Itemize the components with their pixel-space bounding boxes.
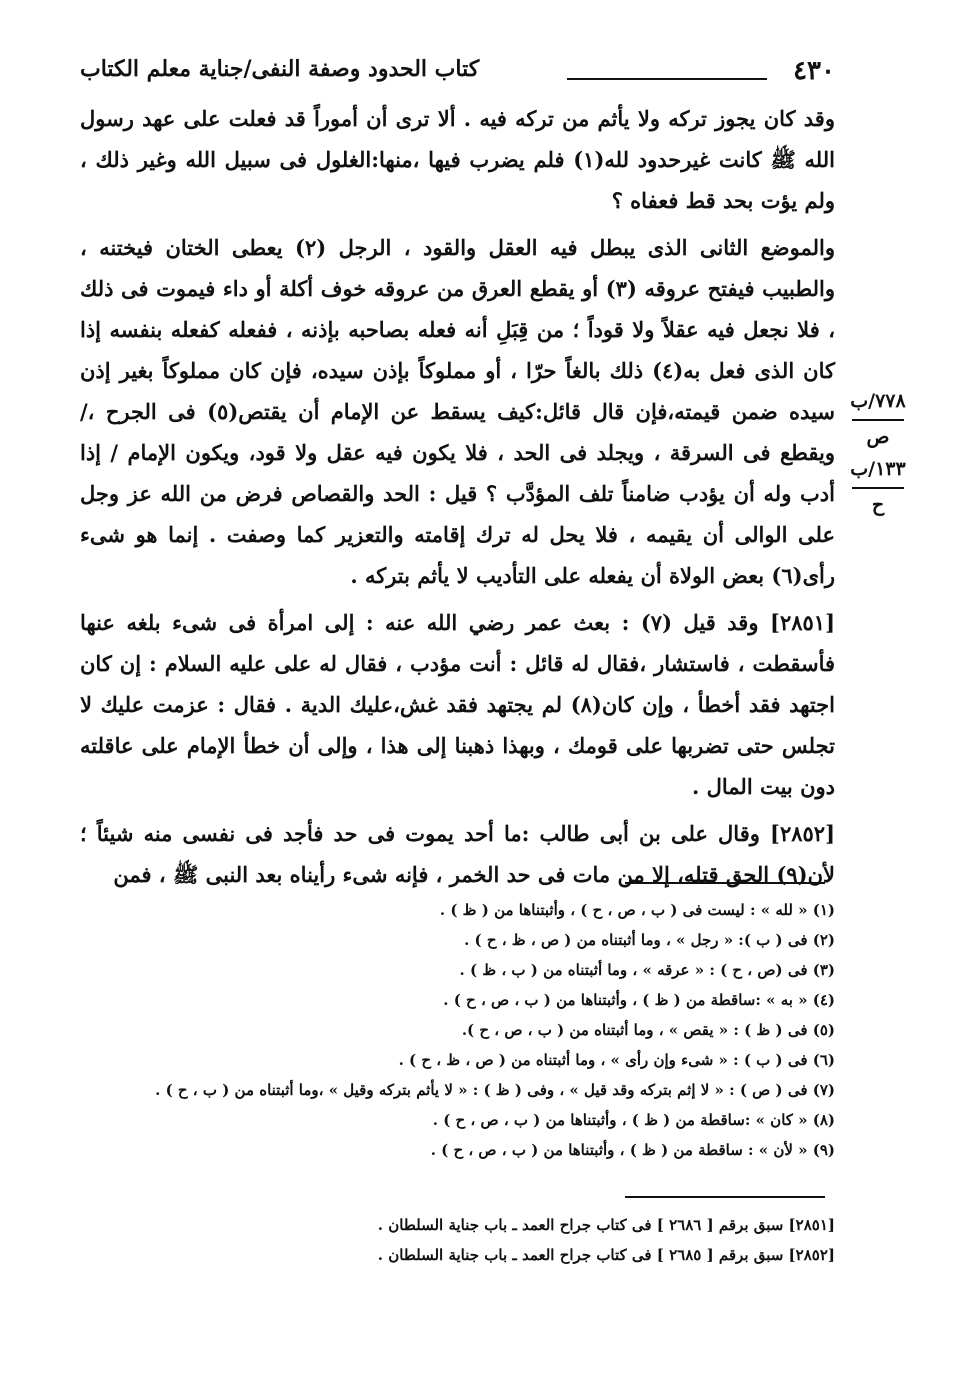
margin-siglum-sad: ص bbox=[866, 426, 890, 448]
header-rule bbox=[567, 78, 767, 80]
manuscript-margin-note bbox=[843, 385, 913, 521]
margin-folio-133: ١٣٣/ب bbox=[850, 458, 906, 480]
margin-folio-b: ٧٧٨/ب bbox=[850, 390, 906, 412]
footnote: (٤) « به » :ساقطة من ( ظ ) ، وأثبتناها من ( ب ، ص ، ح ) . bbox=[443, 991, 835, 1009]
cross-reference: [٢٨٥٢] سبق برقم [ ٢٦٨٥ ] فى كتاب جراح العمد ـ باب جناية السلطان . bbox=[377, 1246, 835, 1264]
footnote: (٢) فى ( ب ): « رجل » ، وما أثبتناه من ( ص ، ظ ، ح ) . bbox=[464, 931, 835, 949]
page-number: ٤٣٠ bbox=[793, 56, 835, 86]
paragraph-2: والموضع الثانى الذى يبطل فيه العقل والقود ، الرجل (٢) يعطى الختان فيختنه ، والطبيب فيفتح عروقه (٣) أو يقطع العرق من عروقه خوف أكلة أو داء فيموت فى ذلك ، فلا نجعل فيه عقلاً ولا قوداً ؛ من قِبَلِ أنه فعله بصاحبه بإذنه ، ففعله كفعله بنفسه إذا كان الذى فعل به(٤) ذلك بالغاً حرّا ، أو مملوكاً بإذن سيده، فإن كان مملوكاً بغير إذن سيده ضمن قيمته،فإن قال قائل:كيف يسقط عن الإمام أن يقتص(٥) فى الجرح ،/ ويقطع فى السرقة ، ويجلد فى الحد ، فلا يكون فيه عقل ولا قود، ويكون الإمام / إذا أدب وله أن يؤدب ضامناً تلف المؤدَّب ؟ قيل : الحد والقصاص فرض من الله عز وجل على الوالى أن يقيمه ، فلا يحل له ترك إقامته والتعزير كما وصفت . إنما هو شىء رأى(٦) بعض الولاة أن يفعله على التأديب لا يأثم بتركه . bbox=[80, 235, 835, 588]
footnote-separator bbox=[625, 882, 825, 884]
main-text bbox=[80, 98, 835, 901]
paragraph-1: وقد كان يجوز تركه ولا يأثم من تركه فيه . ألا ترى أن أموراً قد فعلت على عهد رسول الله ﷺ كانت غيرحدود لله(١) فلم يضرب فيها ،منها:الغلول فى سبيل الله وغير ذلك ، ولم يؤت بحد قط فعفاه ؟ bbox=[80, 106, 835, 213]
footnote: (٦) فى ( ب ) : « شىء وإن رأى » ، وما أثبتناه من ( ص ، ظ ، ح ) . bbox=[398, 1051, 835, 1069]
footnote: (٩) « لأن » : ساقطة من ( ظ ) ، وأثبتناها من ( ب ، ص ، ح ) . bbox=[430, 1141, 835, 1159]
footnotes bbox=[80, 895, 835, 1165]
page-header bbox=[80, 50, 835, 90]
paragraph-3: [٢٨٥١] وقد قيل (٧) : بعث عمر رضي الله عنه : إلى امرأة فى شىء بلغه عنها فأسقطت ، فاستشار ،فقال له قائل : أنت مؤدب ، فقال له على عليه السلام : إن كان اجتهد فقد أخطأ ، وإن كان(٨) لم يجتهد فقد غش،عليك الدية . فقال : عزمت عليك لا تجلس حتى تضربها على قومك ، وبهذا ذهبنا إلى هذا ، وإلى أن خطأ الإمام على عاقلته دون بيت المال . bbox=[80, 610, 835, 799]
margin-siglum-ha: ح bbox=[871, 494, 885, 516]
cross-reference: [٢٨٥١] سبق برقم [ ٢٦٨٦ ] فى كتاب جراح العمد ـ باب جناية السلطان . bbox=[377, 1216, 835, 1234]
footnote: (٥) فى ( ظ ) : « يقص » ، وما أثبتناه من ( ب ، ص ، ح ). bbox=[461, 1021, 835, 1039]
references-separator bbox=[625, 1196, 825, 1198]
cross-references bbox=[80, 1210, 835, 1270]
paragraph-4: [٢٨٥٢] وقال على بن أبى طالب :ما أحد يموت فى حد فأجد فى نفسى منه شيئاً ؛ لأن(٩) الحق قتله، إلا من مات فى حد الخمر ، فإنه شىء رأيناه بعد النبى ﷺ ، فمن bbox=[80, 821, 835, 887]
footnote: (٣) فى (ص ، ح ) : « عرقه » ، وما أثبتناه من ( ب ، ظ ) . bbox=[459, 961, 835, 979]
footnote: (٧) فى ( ص ) : « لا إثم بتركه وقد قيل » ، وفى ( ظ ) : « لا يأثم بتركه وقيل » ،وما أثبتناه من ( ب ، ح ) . bbox=[155, 1081, 835, 1099]
footnote: (١) « لله » : ليست فى ( ب ، ص ، ح ) ، وأثبتناها من ( ظ ) . bbox=[439, 901, 835, 919]
running-title: كتاب الحدود وصفة النفى/جناية معلم الكتاب bbox=[80, 56, 480, 82]
footnote: (٨) « كان » :ساقطة من ( ظ ) ، وأثبتناها من ( ب ، ص ، ح ) . bbox=[432, 1111, 835, 1129]
